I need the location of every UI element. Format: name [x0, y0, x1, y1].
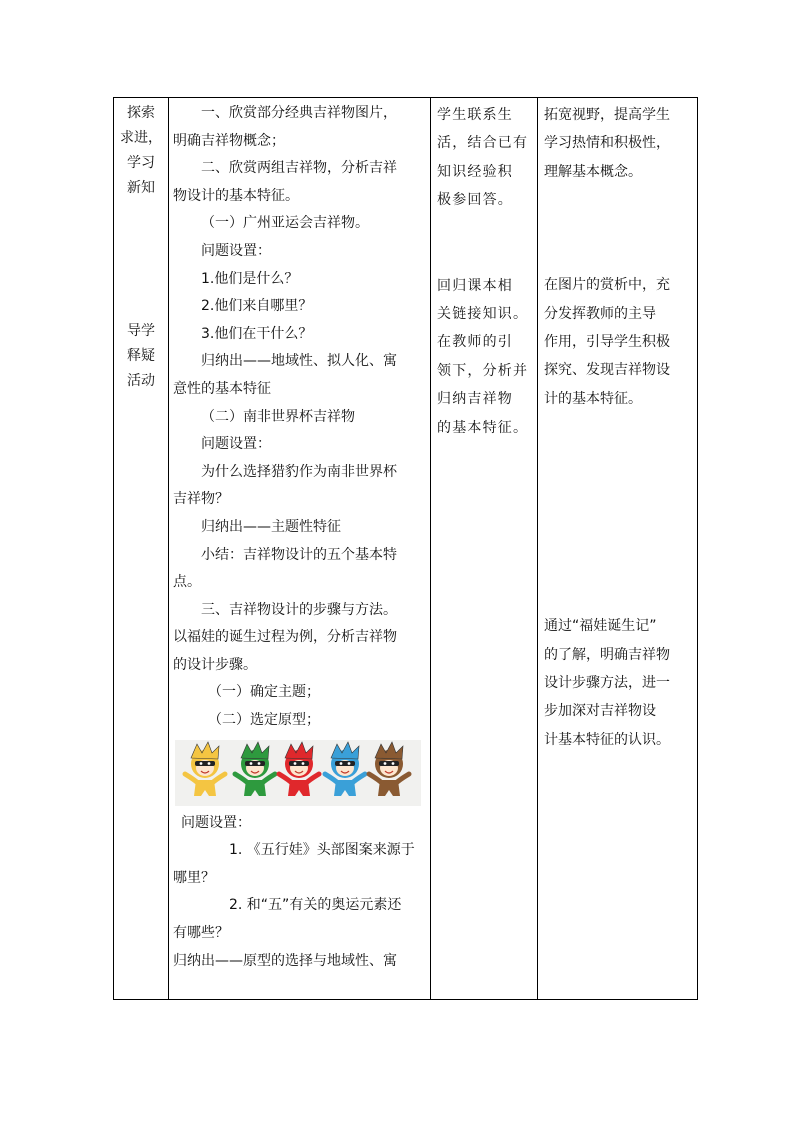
content-line: 意性的基本特征	[173, 380, 271, 397]
intent-line: 探究、发现吉祥物设	[544, 362, 670, 379]
content-line: 三、吉祥物设计的步骤与方法。	[201, 601, 397, 618]
content-line: 以福娃的诞生过程为例，分析吉祥物	[173, 629, 397, 646]
intent-line: 步加深对吉祥物设	[544, 703, 656, 720]
student-line: 归纳吉祥物	[437, 391, 513, 408]
intent-line: 分发挥教师的主导	[544, 305, 656, 322]
stage-label: 求进，	[120, 130, 162, 146]
intent-line: 通过“福娃诞生记”	[544, 618, 657, 635]
content-line: 2.他们来自哪里？	[201, 298, 313, 315]
student-line: 的基本特征。	[437, 419, 529, 436]
teaching-content-column	[169, 98, 431, 1000]
design-intent-column	[538, 98, 698, 1000]
student-line: 学生联系生	[437, 107, 513, 123]
stage-label: 探索	[127, 105, 155, 121]
content-line: （一）广州亚运会吉祥物。	[201, 215, 369, 232]
content-line: 归纳出——地域性、拟人化、寓	[201, 353, 397, 370]
intent-line: 计的基本特征。	[544, 390, 642, 407]
content-line: 1. 《五行娃》头部图案来源于	[229, 842, 415, 859]
content-line: 2. 和“五”有关的奥运元素还	[229, 897, 402, 914]
student-activity-column	[431, 98, 538, 1000]
stage-label: 新知	[127, 180, 155, 196]
lesson-plan-table	[113, 97, 698, 1000]
content-line: 1.他们是什么？	[201, 270, 299, 287]
stage-column	[114, 98, 169, 1000]
content-line: （二）南非世界杯吉祥物	[201, 408, 355, 425]
intent-line: 学习热情和积极性，	[544, 135, 670, 152]
intent-line: 计基本特征的认识。	[544, 731, 670, 748]
content-line: （二）选定原型；	[208, 712, 320, 729]
student-line: 关链接知识。	[437, 306, 529, 323]
content-line: 点。	[173, 574, 201, 591]
content-line: 小结：吉祥物设计的五个基本特	[201, 546, 397, 563]
stage-label: 学习	[127, 155, 155, 171]
content-line: 哪里？	[173, 869, 215, 886]
content-line: （一）确定主题；	[208, 684, 320, 701]
stage-label: 导学	[127, 323, 155, 339]
content-line: 问题设置：	[201, 436, 271, 453]
student-line: 知识经验积	[437, 163, 513, 180]
stage-label: 活动	[127, 373, 155, 389]
fuwa-mascots-image	[175, 740, 421, 806]
content-line: 的设计步骤。	[173, 656, 257, 673]
content-line: 一、欣赏部分经典吉祥物图片，	[201, 105, 397, 121]
student-line: 在教师的引	[437, 334, 513, 351]
content-line: 3.他们在干什么？	[201, 325, 313, 342]
content-line: 物设计的基本特征。	[173, 187, 299, 204]
intent-line: 理解基本概念。	[544, 163, 642, 180]
content-line: 吉祥物？	[173, 491, 229, 508]
student-line: 极参回答。	[437, 192, 513, 209]
content-line: 明确吉祥物概念；	[173, 132, 285, 149]
student-line: 活，结合已有	[437, 135, 529, 152]
intent-line: 作用，引导学生积极	[544, 334, 670, 351]
content-line: 归纳出——原型的选择与地域性、寓	[173, 952, 397, 969]
content-line: 归纳出——主题性特征	[201, 518, 341, 535]
content-line: 二、欣赏两组吉祥物，分析吉祥	[201, 160, 397, 177]
intent-line: 设计步骤方法，进一	[544, 675, 670, 692]
student-line: 领下，分析并	[437, 362, 529, 379]
intent-line: 的了解，明确吉祥物	[544, 646, 670, 663]
intent-line: 在图片的赏析中，充	[544, 277, 670, 294]
intent-line: 拓宽视野，提高学生	[544, 107, 670, 123]
content-line: 为什么选择猎豹作为南非世界杯	[201, 463, 397, 480]
stage-label: 释疑	[127, 348, 155, 364]
student-line: 回归课本相	[437, 277, 513, 294]
content-line: 问题设置：	[201, 242, 271, 259]
content-line: 问题设置：	[181, 814, 251, 831]
content-line: 有哪些？	[173, 925, 229, 942]
